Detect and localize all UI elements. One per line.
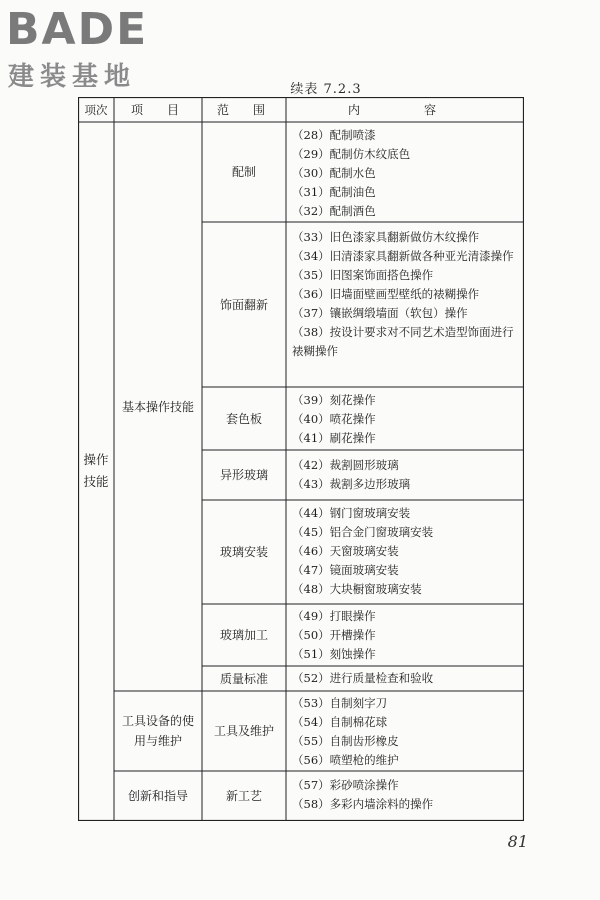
list-item: （55）自制齿形橡皮 <box>292 734 399 748</box>
scope-new-process: 新工艺 <box>225 789 262 803</box>
table-caption: 续表 7.2.3 <box>290 82 362 97</box>
scope-tools: 工具及维护 <box>213 724 274 738</box>
list-item: （40）喷花操作 <box>292 412 376 426</box>
list-item: （33）旧色漆家具翻新做仿木纹操作 <box>292 230 480 244</box>
list-item: （54）自制棉花球 <box>292 715 388 729</box>
content-mixing <box>292 126 520 221</box>
logo-wordmark: BADE <box>6 4 149 55</box>
header-col-item: 项 目 <box>130 102 185 117</box>
list-item: （52）进行质量检查和验收 <box>292 671 434 685</box>
list-item: （57）彩砂喷涂操作 <box>292 778 399 792</box>
list-item: （51）刻蚀操作 <box>292 647 376 661</box>
group-basic-skills: 基本操作技能 <box>121 399 194 414</box>
page-number: 81 <box>507 832 528 851</box>
list-item: （28）配制喷漆 <box>292 128 376 142</box>
list-item: （49）打眼操作 <box>292 609 376 623</box>
list-item: （29）配制仿木纹底色 <box>292 147 411 161</box>
skills-table <box>78 97 524 821</box>
list-item: （31）配制油色 <box>292 185 376 199</box>
content-refinish <box>292 228 520 361</box>
list-item: （44）钢门窗玻璃安装 <box>292 506 411 520</box>
header-col-index: 项次 <box>84 102 108 117</box>
header-col-content: 内 容 <box>347 102 462 117</box>
group-tools-maintenance: 工具设备的使用与维护 <box>121 714 194 748</box>
content-glass-install <box>292 504 520 599</box>
list-item: （50）开槽操作 <box>292 628 376 642</box>
list-item: （36）旧墙面壁画型壁纸的裱糊操作 <box>292 287 480 301</box>
content-stencil <box>292 391 520 448</box>
list-item: （56）喷塑枪的维护 <box>292 753 399 767</box>
list-item: （32）配制酒色 <box>292 204 376 218</box>
scope-quality: 质量标准 <box>219 671 268 686</box>
list-item: （38）按设计要求对不同艺术造型饰面进行裱糊操作 <box>292 325 514 358</box>
scope-glass-install: 玻璃安装 <box>219 545 268 559</box>
category-cell: 操作技能 <box>83 452 109 489</box>
logo-subtitle: 建装基地 <box>8 62 137 92</box>
scope-shaped-glass: 异形玻璃 <box>219 468 268 482</box>
list-item: （39）刻花操作 <box>292 393 376 407</box>
scope-refinish: 饰面翻新 <box>219 297 268 312</box>
list-item: （45）铝合金门窗玻璃安装 <box>292 525 434 539</box>
group-innovation: 创新和指导 <box>127 789 188 803</box>
list-item: （43）裁割多边形玻璃 <box>292 477 411 491</box>
list-item: （37）镶嵌绸缎墙面（软包）操作 <box>292 306 468 320</box>
list-item: （30）配制水色 <box>292 166 376 180</box>
list-item: （41）刷花操作 <box>292 431 376 445</box>
list-item: （48）大块橱窗玻璃安装 <box>292 582 422 596</box>
list-item: （35）旧图案饰面搭色操作 <box>292 268 434 282</box>
content-new-process <box>292 776 520 814</box>
list-item: （42）裁割圆形玻璃 <box>292 458 399 472</box>
list-item: （58）多彩内墙涂料的操作 <box>292 797 434 811</box>
header-col-scope: 范 围 <box>216 102 271 117</box>
scope-stencil: 套色板 <box>225 411 262 426</box>
scope-mixing: 配制 <box>231 165 256 179</box>
content-shaped-glass <box>292 456 520 494</box>
list-item: （34）旧清漆家具翻新做各种亚光清漆操作 <box>292 249 514 263</box>
scope-glass-process: 玻璃加工 <box>219 628 268 642</box>
content-tools <box>292 694 520 770</box>
list-item: （47）镜面玻璃安装 <box>292 563 399 577</box>
content-glass-process <box>292 607 520 664</box>
content-quality <box>292 669 520 688</box>
list-item: （53）自制刻字刀 <box>292 696 388 710</box>
list-item: （46）天窗玻璃安装 <box>292 544 399 558</box>
